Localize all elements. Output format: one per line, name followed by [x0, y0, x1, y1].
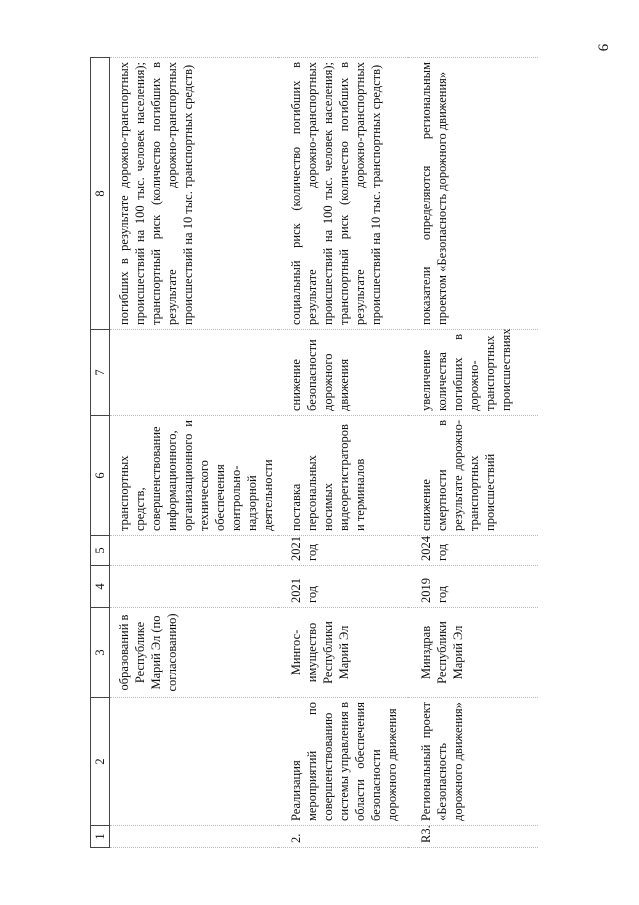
- expected-result: поставка персональных носимых видеорегистраторов и терминалов: [278, 416, 408, 536]
- consequences: увеличение количества погибших в дорожно-транспортных происшествиях: [408, 330, 538, 416]
- row-number: [110, 826, 279, 848]
- expected-result: снижение смертности в результате дорожно-транспортных происшествий: [408, 416, 538, 536]
- table-row: [408, 58, 538, 848]
- end-year: [110, 536, 279, 566]
- indicators: социальный риск (количество погибших в результате дорожно-транспортных происшествий на 100 тыс. человек населения); транспортный риск (количество погибших в результате дорожно-транспортных происшествий на 10 тыс. транспортных средств): [278, 58, 408, 330]
- measure-name: Реализация мероприятий по совершенствованию системы управления в области обеспечения безопасности дорожного движения: [278, 698, 408, 826]
- header-col-7: 7: [91, 330, 110, 416]
- start-year: 2019 год: [408, 566, 538, 608]
- rotated-table-frame: [90, 58, 580, 848]
- row-number: 2.: [278, 826, 408, 848]
- header-col-3: 3: [91, 608, 110, 698]
- responsible-executor: образований в Республике Марий Эл (по согласованию): [110, 608, 279, 698]
- table-row: [110, 58, 279, 848]
- row-number: R3.: [408, 826, 538, 848]
- start-year: [110, 566, 279, 608]
- consequences: снижение безопасности дорожного движения: [278, 330, 408, 416]
- header-row: [91, 58, 110, 848]
- responsible-executor: Мингос-имущество Республики Марий Эл: [278, 608, 408, 698]
- end-year: 2024 год: [408, 536, 538, 566]
- header-col-1: 1: [91, 826, 110, 848]
- header-col-6: 6: [91, 416, 110, 536]
- indicators: показатели определяются региональным проектом «Безопасность дорожного движения»: [408, 58, 538, 330]
- measure-name: Региональный проект «Безопасность дорожного движения»: [408, 698, 538, 826]
- expected-result: транспортных средств, совершенствование информационного, организационного и технического обеспечения контрольно-надзорной деятельности: [110, 416, 279, 536]
- header-col-2: 2: [91, 698, 110, 826]
- indicators: погибших в результате дорожно-транспортных происшествий на 100 тыс. человек населения); транспортный риск (количество погибших в результате дорожно-транспортных происшествий на 10 тыс. транспортных средств): [110, 58, 279, 330]
- start-year: 2021 год: [278, 566, 408, 608]
- header-col-4: 4: [91, 566, 110, 608]
- header-col-5: 5: [91, 536, 110, 566]
- consequences: [110, 330, 279, 416]
- end-year: 2021 год: [278, 536, 408, 566]
- table-row: [278, 58, 408, 848]
- program-table: [90, 57, 538, 848]
- measure-name: [110, 698, 279, 826]
- responsible-executor: Минздрав Республики Марий Эл: [408, 608, 538, 698]
- page-number: 9: [594, 43, 611, 52]
- header-col-8: 8: [91, 58, 110, 330]
